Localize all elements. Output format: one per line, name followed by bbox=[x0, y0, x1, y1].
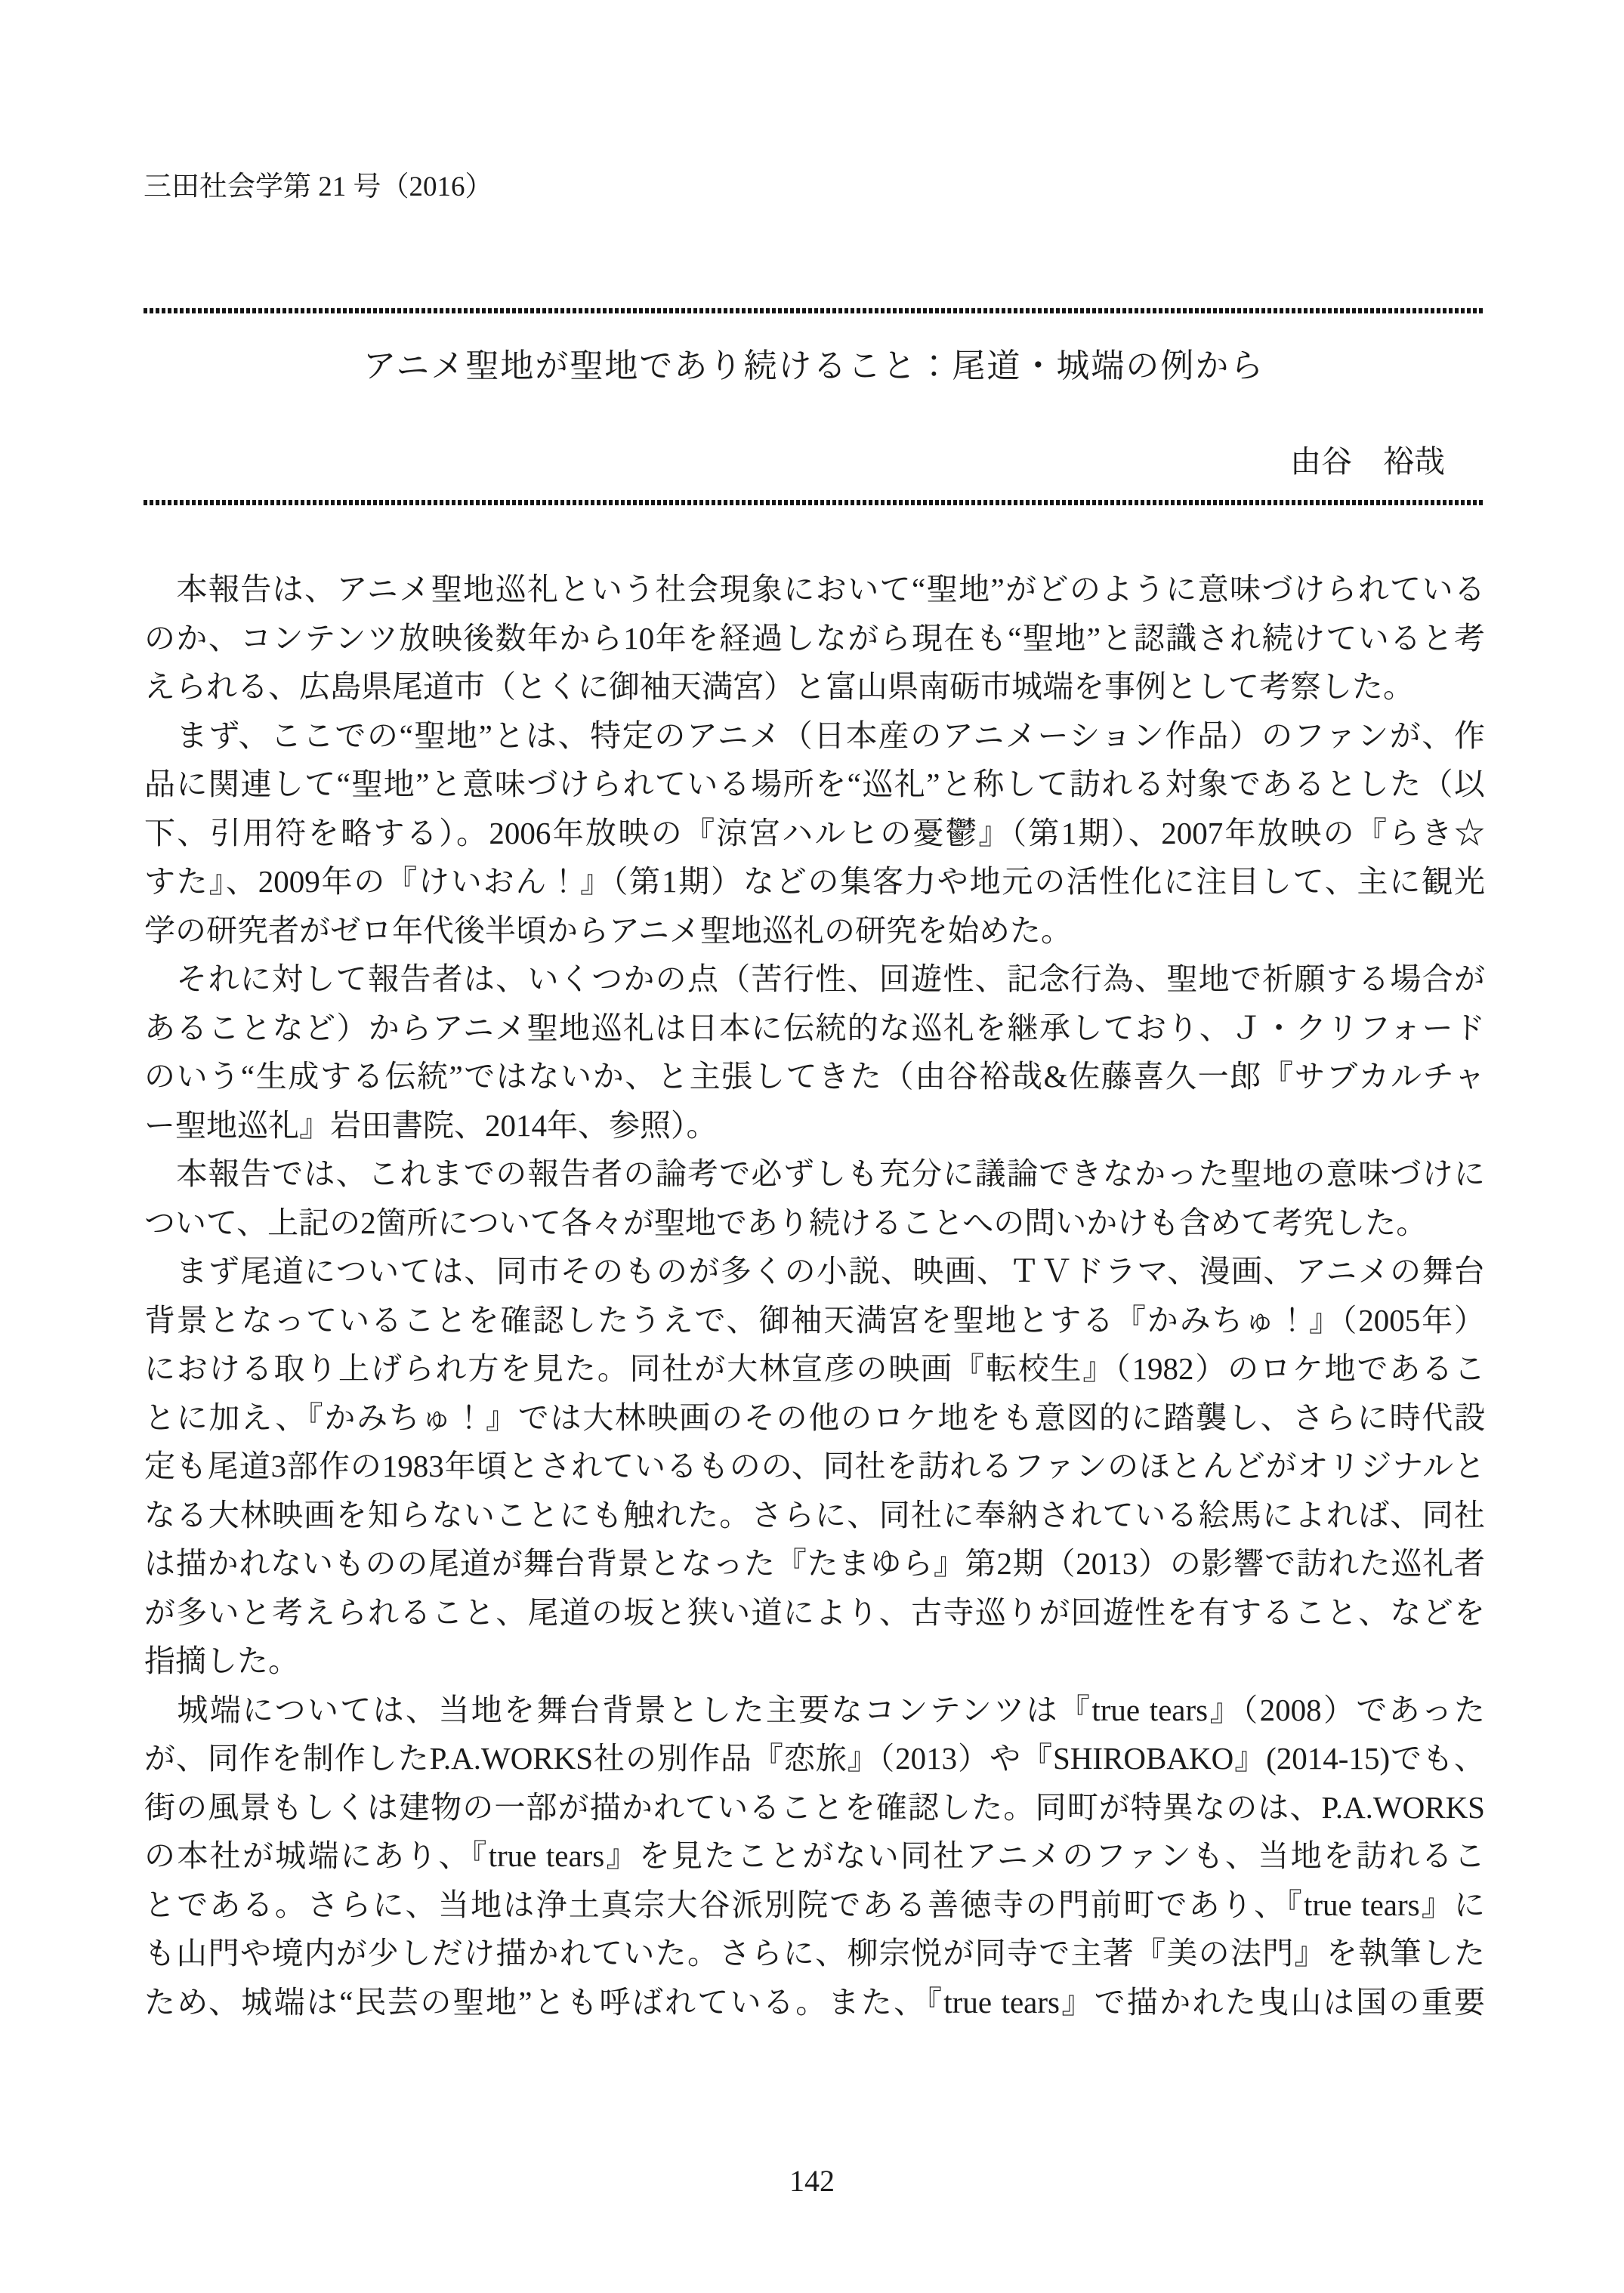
body-text-line: 学の研究者がゼロ年代後半頃からアニメ聖地巡礼の研究を始めた。 bbox=[144, 912, 1072, 948]
body-text-line: なる大林映画を知らないことにも触れた。さらに、同社に奉納されている絵馬によれば、同社 bbox=[144, 1497, 1485, 1532]
body-text-line: 本報告では、これまでの報告者の論考で必ずしも充分に議論できなかった聖地の意味づけに bbox=[144, 1156, 1485, 1191]
body-text-line: 街の風景もしくは建物の一部が描かれていることを確認した。同町が特異なのは、P.A.WORKS bbox=[144, 1789, 1485, 1825]
body-text-line: のいう“生成する伝統”ではないか、と主張してきた（由谷裕哉&佐藤喜久一郎『サブカルチャ bbox=[144, 1059, 1485, 1094]
body-text-line: まず、ここでの“聖地”とは、特定のアニメ（日本産のアニメーション作品）のファンが、作 bbox=[144, 718, 1485, 753]
body-text-line: それに対して報告者は、いくつかの点（苦行性、回遊性、記念行為、聖地で祈願する場合が bbox=[144, 961, 1485, 996]
body-text-line: 本報告は、アニメ聖地巡礼という社会現象において“聖地”がどのように意味づけられている bbox=[144, 572, 1485, 606]
body-text-line: が多いと考えられること、尾道の坂と狭い道により、古寺巡りが回遊性を有すること、などを bbox=[144, 1594, 1485, 1630]
body-text-line: 下、引用符を略する）。2006年放映の『涼宮ハルヒの憂鬱』（第1期）、2007年放映の『らき☆ bbox=[144, 815, 1485, 850]
body-text-line: あることなど）からアニメ聖地巡礼は日本に伝統的な巡礼を継承しており、Ｊ・クリフォード bbox=[144, 1010, 1485, 1045]
abstract-body bbox=[144, 565, 1485, 2026]
body-text-line: ため、城端は“民芸の聖地”とも呼ばれている。また、『true tears』で描かれた曳山は国の重要 bbox=[144, 1984, 1485, 2020]
body-text-line: ー聖地巡礼』岩田書院、2014年、参照）。 bbox=[144, 1107, 718, 1143]
body-text-line: が、同作を制作したP.A.WORKS社の別作品『恋旅』（2013）や『SHIROBAKO』(2014-15)でも、 bbox=[144, 1741, 1485, 1776]
body-text-line: まず尾道については、同市そのものが多くの小説、映画、ＴＶドラマ、漫画、アニメの舞台 bbox=[144, 1254, 1485, 1288]
body-text-line: とである。さらに、当地は浄土真宗大谷派別院である善徳寺の門前町であり、『true tears』に bbox=[144, 1887, 1485, 1922]
body-text-line: 城端については、当地を舞台背景とした主要なコンテンツは『true tears』（2008）であった bbox=[144, 1692, 1485, 1727]
journal-running-header: 三田社会学第 21 号（2016） bbox=[144, 171, 493, 202]
article-title: アニメ聖地が聖地であり続けること：尾道・城端の例から bbox=[363, 347, 1265, 384]
body-text-line: とに加え、『かみちゅ！』では大林映画のその他のロケ地をも意図的に踏襲し、さらに時代設 bbox=[144, 1400, 1485, 1435]
body-text-line: 背景となっていることを確認したうえで、御袖天満宮を聖地とする『かみちゅ！』（2005年） bbox=[144, 1302, 1485, 1338]
body-text-line: 定も尾道3部作の1983年頃とされているものの、同社を訪れるファンのほとんどがオリジナルと bbox=[144, 1449, 1485, 1483]
article-author: 由谷 裕哉 bbox=[1290, 444, 1445, 479]
body-text-line: えられる、広島県尾道市（とくに御袖天満宮）と富山県南砺市城端を事例として考察した。 bbox=[144, 669, 1414, 704]
page-number: 142 bbox=[789, 2164, 835, 2198]
body-text-line: のか、コンテンツ放映後数年から10年を経過しながら現在も“聖地”と認識され続けていると考 bbox=[144, 620, 1485, 656]
body-text-line: における取り上げられ方を見た。同社が大林宣彦の映画『転校生』（1982）のロケ地であるこ bbox=[144, 1351, 1485, 1386]
body-text-line: も山門や境内が少しだけ描かれていた。さらに、柳宗悦が同寺で主著『美の法門』を執筆した bbox=[144, 1936, 1485, 1970]
body-text-line: 品に関連して“聖地”と意味づけられている場所を“巡礼”と称して訪れる対象であるとした（以 bbox=[144, 767, 1485, 801]
body-text-line: は描かれないものの尾道が舞台背景となった『たまゆら』第2期（2013）の影響で訪れた巡礼者 bbox=[144, 1546, 1485, 1581]
body-text-line: ついて、上記の2箇所について各々が聖地であり続けることへの問いかけも含めて考究した。 bbox=[144, 1205, 1428, 1240]
dotted-rule-top bbox=[144, 308, 1484, 313]
body-text-line: 指摘した。 bbox=[144, 1643, 299, 1678]
dotted-rule-bottom bbox=[144, 500, 1484, 505]
body-text-line: すた』、2009年の『けいおん！』（第1期）などの集客力や地元の活性化に注目して、主に観光 bbox=[144, 864, 1485, 899]
body-text-line: の本社が城端にあり、『true tears』を見たことがない同社アニメのファンも、当地を訪れるこ bbox=[144, 1838, 1485, 1873]
